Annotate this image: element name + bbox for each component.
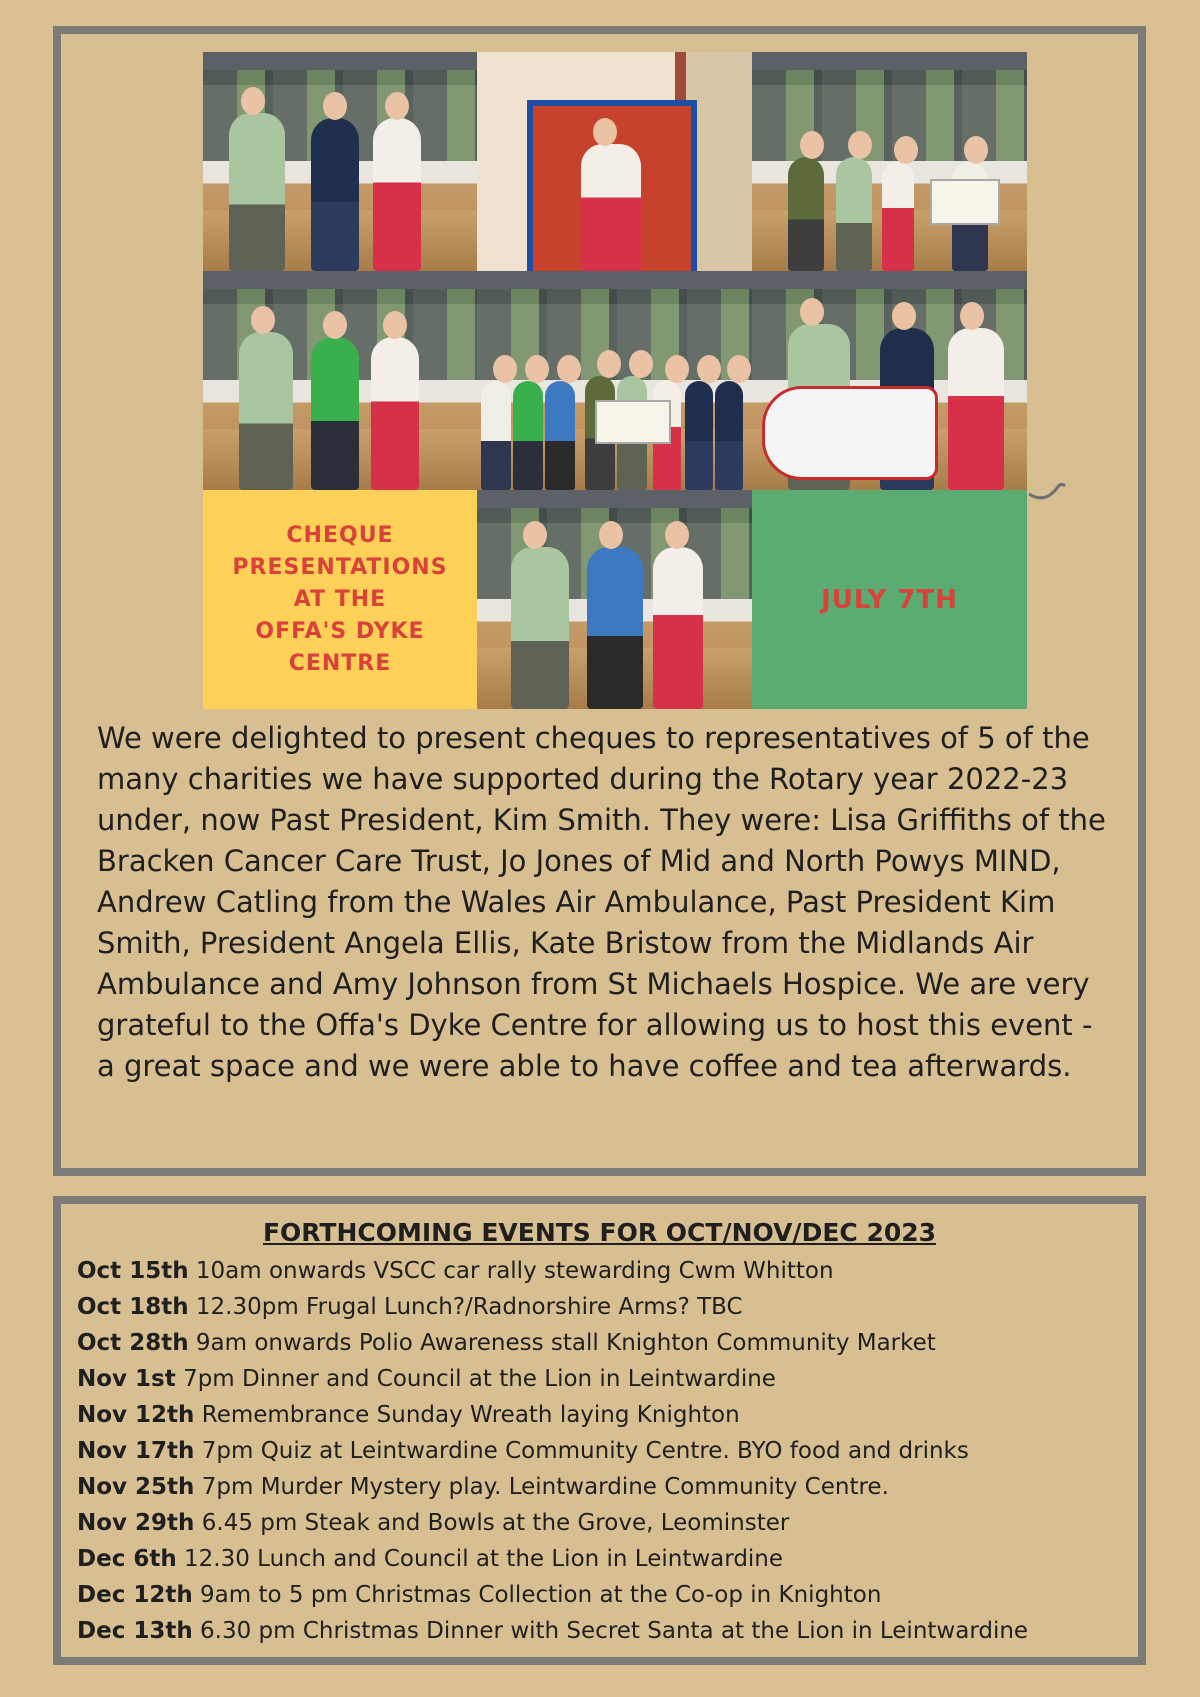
date-card-text: JULY 7TH — [821, 584, 958, 615]
decorative-swirl — [1027, 474, 1067, 504]
title-card — [203, 490, 477, 709]
photo-presentation-2 — [752, 52, 1027, 271]
cheque-presentation-panel — [53, 26, 1146, 1176]
events-list — [61, 1253, 1138, 1649]
event-date: Dec 13th — [77, 1618, 193, 1644]
event-item — [77, 1397, 1138, 1433]
event-item — [77, 1289, 1138, 1325]
event-date: Nov 17th — [77, 1438, 195, 1464]
event-description: 10am onwards VSCC car rally stewarding Cwm Whitton — [195, 1258, 834, 1284]
event-date: Dec 6th — [77, 1546, 177, 1572]
photo-collage — [203, 52, 1027, 709]
event-item — [77, 1361, 1138, 1397]
event-description: 9am to 5 pm Christmas Collection at the Co-op in Knighton — [200, 1582, 882, 1608]
event-date: Nov 12th — [77, 1402, 195, 1428]
event-description: 7pm Dinner and Council at the Lion in Leintwardine — [183, 1366, 776, 1392]
photo-presentation-1 — [203, 52, 477, 271]
helicopter-cheque — [762, 386, 938, 480]
event-date: Oct 28th — [77, 1330, 189, 1356]
event-date: Dec 12th — [77, 1582, 193, 1608]
date-card — [752, 490, 1027, 709]
event-item — [77, 1325, 1138, 1361]
event-item — [77, 1577, 1138, 1613]
event-item — [77, 1505, 1138, 1541]
event-description: 12.30pm Frugal Lunch?/Radnorshire Arms? TBC — [195, 1294, 743, 1320]
event-date: Nov 29th — [77, 1510, 195, 1536]
event-date: Nov 25th — [77, 1474, 195, 1500]
event-description: Remembrance Sunday Wreath laying Knighton — [201, 1402, 740, 1428]
event-description: 7pm Murder Mystery play. Leintwardine Community Centre. — [201, 1474, 889, 1500]
event-description: 7pm Quiz at Leintwardine Community Centre. BYO food and drinks — [201, 1438, 969, 1464]
photo-president-throne — [477, 52, 752, 271]
photo-presentation-4 — [477, 490, 752, 709]
title-card-text: CHEQUE PRESENTATIONS AT THE OFFA'S DYKE CENTRE — [232, 522, 448, 676]
event-description: 6.30 pm Christmas Dinner with Secret Santa at the Lion in Leintwardine — [200, 1618, 1029, 1644]
event-item — [77, 1469, 1138, 1505]
event-description: 6.45 pm Steak and Bowls at the Grove, Leominster — [201, 1510, 790, 1536]
event-description: 12.30 Lunch and Council at the Lion in Leintwardine — [184, 1546, 784, 1572]
events-heading: FORTHCOMING EVENTS FOR OCT/NOV/DEC 2023 — [262, 1218, 937, 1247]
event-item — [77, 1613, 1138, 1649]
photo-group — [477, 271, 752, 490]
event-description: 9am onwards Polio Awareness stall Knighton Community Market — [195, 1330, 936, 1356]
event-item — [77, 1253, 1138, 1289]
event-item — [77, 1433, 1138, 1469]
photo-air-ambulance — [752, 271, 1027, 490]
photo-presentation-3 — [203, 271, 477, 490]
events-panel — [53, 1196, 1146, 1665]
event-date: Oct 15th — [77, 1258, 189, 1284]
event-item — [77, 1541, 1138, 1577]
intro-paragraph: We were delighted to present cheques to representatives of 5 of the many charities we have supported during the Rotary year 2022-23 under, now Past President, Kim Smith. They were: Lisa Griffiths of the Bracken Cancer Care Trust, Jo Jones of Mid and North Powys MIND, Andrew Catling from the Wales Air Ambulance, Past President Kim Smith, President Angela Ellis, Kate Bristow from the Midlands Air Ambulance and Amy Johnson from St Michaels Hospice. We are very grateful to the Offa's Dyke Centre for allowing us to host this event - a great space and we were able to have coffee and tea afterwards. — [97, 721, 1106, 1083]
event-date: Oct 18th — [77, 1294, 189, 1320]
event-date: Nov 1st — [77, 1366, 176, 1392]
